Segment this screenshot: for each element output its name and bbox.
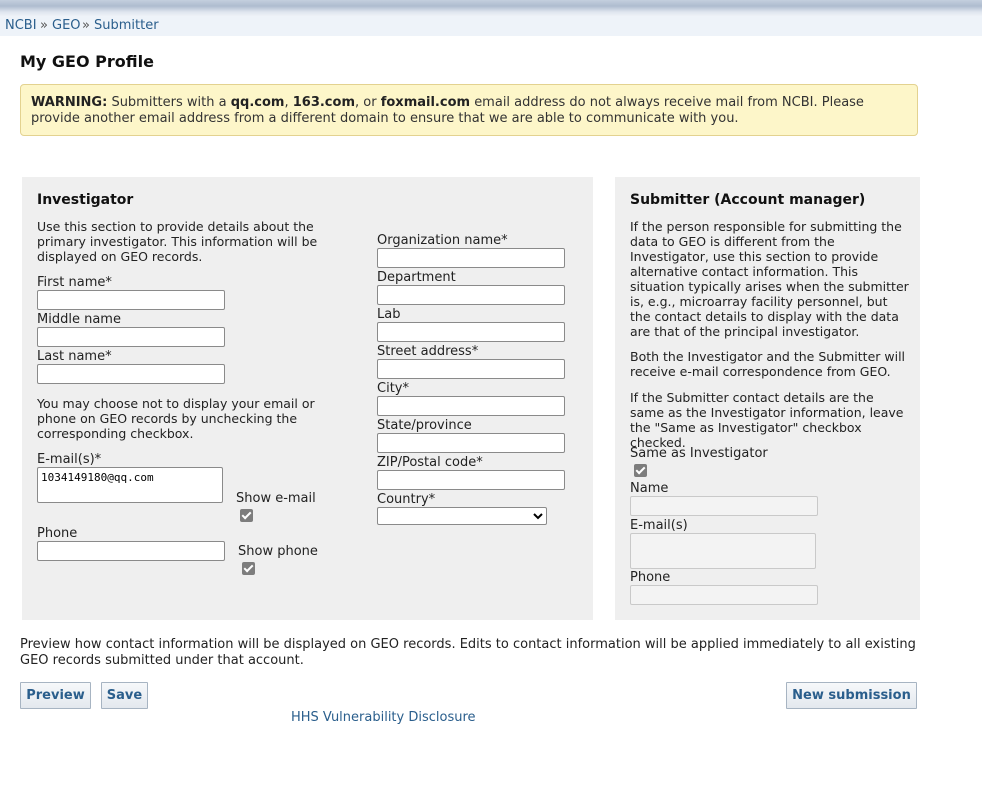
- preview-button[interactable]: Preview: [20, 682, 91, 709]
- state-input[interactable]: [377, 433, 565, 453]
- same-as-investigator-checkbox[interactable]: [634, 464, 647, 477]
- last-name-input[interactable]: [37, 364, 225, 384]
- warning-domain-foxmail: foxmail.com: [380, 95, 471, 110]
- first-name-label: First name*: [37, 275, 112, 290]
- breadcrumb-separator: »: [82, 18, 90, 33]
- warning-separator: ,: [284, 95, 289, 110]
- submitter-panel: [615, 177, 920, 620]
- warning-separator: , or: [355, 95, 377, 110]
- investigator-panel: [22, 177, 593, 620]
- lab-input[interactable]: [377, 322, 565, 342]
- department-label: Department: [377, 270, 456, 285]
- zip-label: ZIP/Postal code*: [377, 455, 483, 470]
- middle-name-input[interactable]: [37, 327, 225, 347]
- save-button[interactable]: Save: [101, 682, 148, 709]
- breadcrumb-geo[interactable]: GEO: [52, 18, 81, 33]
- show-phone-checkbox[interactable]: [242, 562, 255, 575]
- top-banner: [0, 0, 982, 16]
- submitter-phone-input[interactable]: [630, 585, 818, 605]
- department-input[interactable]: [377, 285, 565, 305]
- show-email-label: Show e-mail: [236, 491, 316, 506]
- breadcrumb: [0, 16, 982, 36]
- state-label: State/province: [377, 418, 472, 433]
- submitter-heading: Submitter (Account manager): [630, 192, 866, 208]
- phone-label: Phone: [37, 526, 78, 541]
- email-textarea[interactable]: [37, 467, 223, 503]
- warning-text-2: email address do not always receive mail from NCBI. Please provide another email address from a different domain to ensure that we are able to communicate with you.: [31, 95, 864, 126]
- warning-domain-163: 163.com: [292, 95, 355, 110]
- preview-note: Preview how contact information will be displayed on GEO records. Edits to contact information will be applied immediately to all existing GEO records submitted under that account.: [20, 637, 916, 668]
- same-as-investigator-label: Same as Investigator: [630, 446, 768, 461]
- phone-input[interactable]: [37, 541, 225, 561]
- country-select[interactable]: [377, 507, 547, 525]
- submitter-email-textarea[interactable]: [630, 533, 816, 569]
- email-label: E-mail(s)*: [37, 452, 102, 467]
- hhs-vulnerability-link[interactable]: HHS Vulnerability Disclosure: [291, 710, 476, 725]
- country-label: Country*: [377, 492, 436, 507]
- warning-domain-qq: qq.com: [230, 95, 285, 110]
- investigator-intro: Use this section to provide details about the primary investigator. This information will be displayed on GEO records.: [37, 219, 318, 264]
- street-input[interactable]: [377, 359, 565, 379]
- street-label: Street address*: [377, 344, 479, 359]
- breadcrumb-ncbi[interactable]: NCBI: [5, 18, 37, 33]
- submitter-name-input[interactable]: [630, 496, 818, 516]
- submitter-name-label: Name: [630, 481, 669, 496]
- privacy-note: You may choose not to display your email or phone on GEO records by unchecking the corresponding checkbox.: [37, 396, 315, 441]
- warning-box: [20, 84, 918, 136]
- first-name-input[interactable]: [37, 290, 225, 310]
- warning-text-1: Submitters with a: [111, 95, 227, 110]
- submitter-email-label: E-mail(s): [630, 518, 688, 533]
- breadcrumb-separator: »: [40, 18, 48, 33]
- zip-input[interactable]: [377, 470, 565, 490]
- show-phone-label: Show phone: [238, 544, 318, 559]
- city-label: City*: [377, 381, 409, 396]
- breadcrumb-submitter[interactable]: Submitter: [94, 18, 159, 33]
- submitter-phone-label: Phone: [630, 570, 671, 585]
- submitter-para-1: If the person responsible for submitting the data to GEO is different from the Investigator, use this section to provide alternative contact information. This situation typically arises when the submitter is, e.g., microarray facility personnel, but the contact details to display with the data are that of the principal investigator.: [630, 219, 909, 339]
- last-name-label: Last name*: [37, 349, 112, 364]
- warning-label: WARNING:: [31, 95, 108, 110]
- investigator-heading: Investigator: [37, 192, 134, 208]
- org-name-label: Organization name*: [377, 233, 508, 248]
- lab-label: Lab: [377, 307, 401, 322]
- page-title: My GEO Profile: [20, 52, 154, 71]
- submitter-para-3: If the Submitter contact details are the same as the Investigator information, leave the "Same as Investigator" checkbox checked.: [630, 390, 904, 450]
- submitter-para-2: Both the Investigator and the Submitter will receive e-mail correspondence from GEO.: [630, 349, 906, 379]
- new-submission-button[interactable]: New submission: [786, 682, 917, 709]
- city-input[interactable]: [377, 396, 565, 416]
- middle-name-label: Middle name: [37, 312, 121, 327]
- show-email-checkbox[interactable]: [240, 509, 253, 522]
- org-name-input[interactable]: [377, 248, 565, 268]
- warning-text: [31, 95, 901, 127]
